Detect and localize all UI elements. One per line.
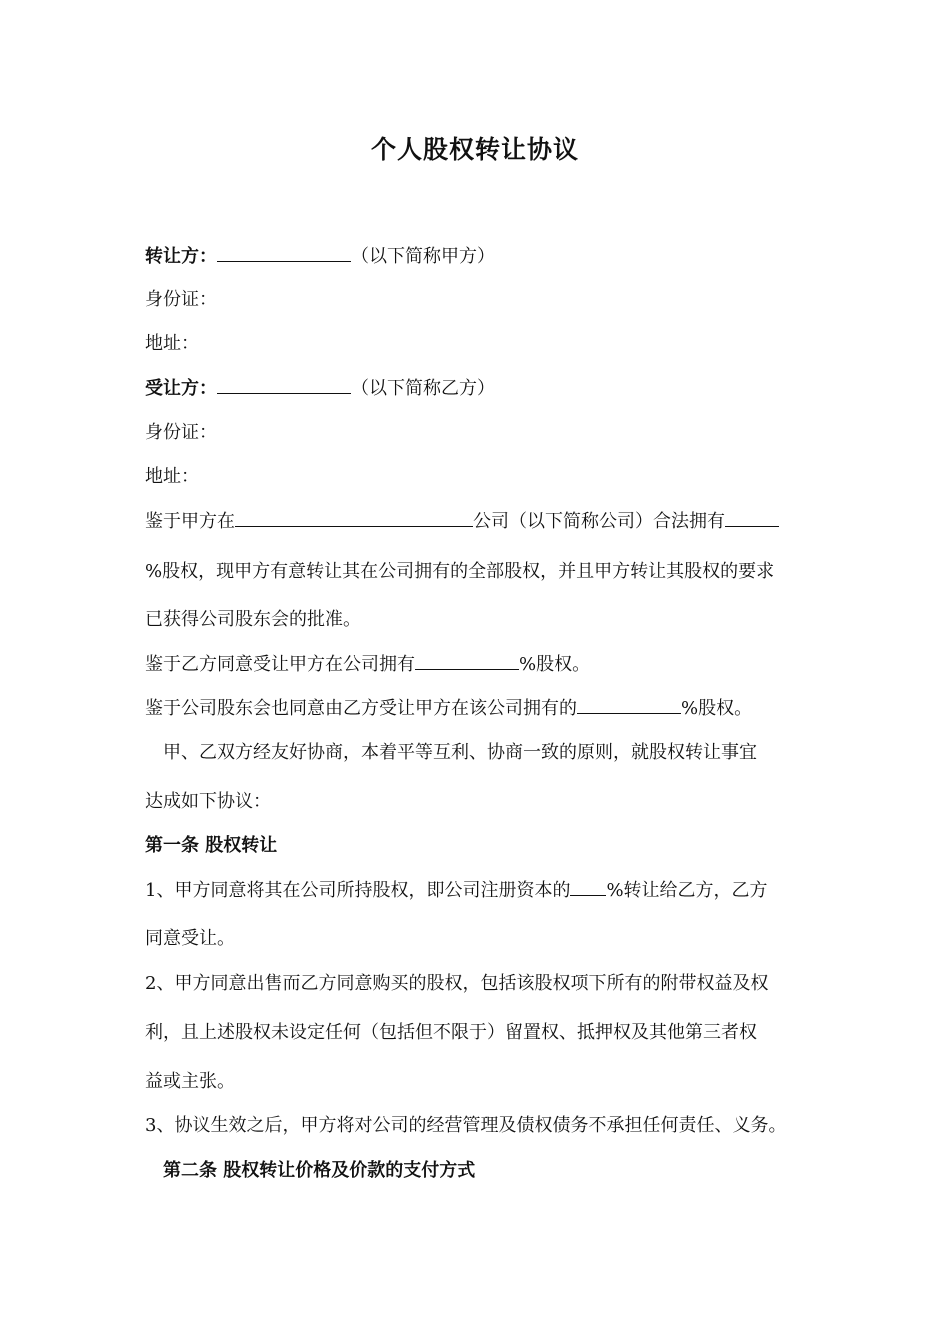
transferee-line <box>145 375 495 402</box>
article1-heading: 第一条 股权转让 <box>145 835 278 856</box>
article2-heading: 第二条 股权转让价格及价款的支付方式 <box>163 1160 476 1181</box>
transferee-name-blank <box>217 375 351 394</box>
preamble-line2: 达成如下协议： <box>145 791 271 812</box>
article1-item1-text-a: 1、甲方同意将其在公司所持股权，即公司注册资本的 <box>145 880 571 901</box>
transferee-address-label: 地址： <box>145 466 199 487</box>
article1-item1-line2: 同意受让。 <box>145 928 235 949</box>
percent-blank-2 <box>415 651 519 670</box>
article1-item2-line3: 益或主张。 <box>145 1071 235 1092</box>
article1-item1-line1 <box>145 877 768 904</box>
recital2-text-a: 鉴于乙方同意受让甲方在公司拥有 <box>145 654 415 675</box>
article1-item1-text-b: %转让给乙方，乙方 <box>606 880 768 901</box>
article1-item3: 3、协议生效之后，甲方将对公司的经营管理及债权债务不承担任何责任、义务。 <box>145 1115 787 1136</box>
document-title: 个人股权转让协议 <box>370 135 579 164</box>
transferor-address-label: 地址： <box>145 333 199 354</box>
percent-blank-1 <box>725 508 779 527</box>
recital1-line3: 已获得公司股东会的批准。 <box>145 609 361 630</box>
transferee-label: 受让方： <box>145 378 217 399</box>
recital1-line1 <box>145 508 779 535</box>
recital3-line <box>145 695 752 722</box>
transferor-suffix: （以下简称甲方） <box>351 246 495 267</box>
company-name-blank <box>235 508 473 527</box>
preamble-line1: 甲、乙双方经友好协商，本着平等互利、协商一致的原则，就股权转让事宜 <box>163 742 757 763</box>
transferee-suffix: （以下简称乙方） <box>351 378 495 399</box>
percent-blank-4 <box>570 877 606 896</box>
recital1-text-a: 鉴于甲方在 <box>145 511 235 532</box>
recital1-text-b: 公司（以下简称公司）合法拥有 <box>473 511 725 532</box>
article1-item2-line2: 利，且上述股权未设定任何（包括但不限于）留置权、抵押权及其他第三者权 <box>145 1022 757 1043</box>
transferee-id-label: 身份证： <box>145 422 217 443</box>
recital2-text-b: %股权。 <box>519 654 591 675</box>
article1-item2-line1: 2、甲方同意出售而乙方同意购买的股权，包括该股权项下所有的附带权益及权 <box>145 973 769 994</box>
recital1-line2: %股权，现甲方有意转让其在公司拥有的全部股权，并且甲方转让其股权的要求 <box>145 561 775 582</box>
recital3-text-a: 鉴于公司股东会也同意由乙方受让甲方在该公司拥有的 <box>145 698 577 719</box>
transferor-line <box>145 243 495 270</box>
transferor-name-blank <box>217 243 351 262</box>
recital2-line <box>145 651 590 678</box>
transferor-id-label: 身份证： <box>145 289 217 310</box>
percent-blank-3 <box>577 695 681 714</box>
recital3-text-b: %股权。 <box>681 698 753 719</box>
transferor-label: 转让方： <box>145 246 217 267</box>
